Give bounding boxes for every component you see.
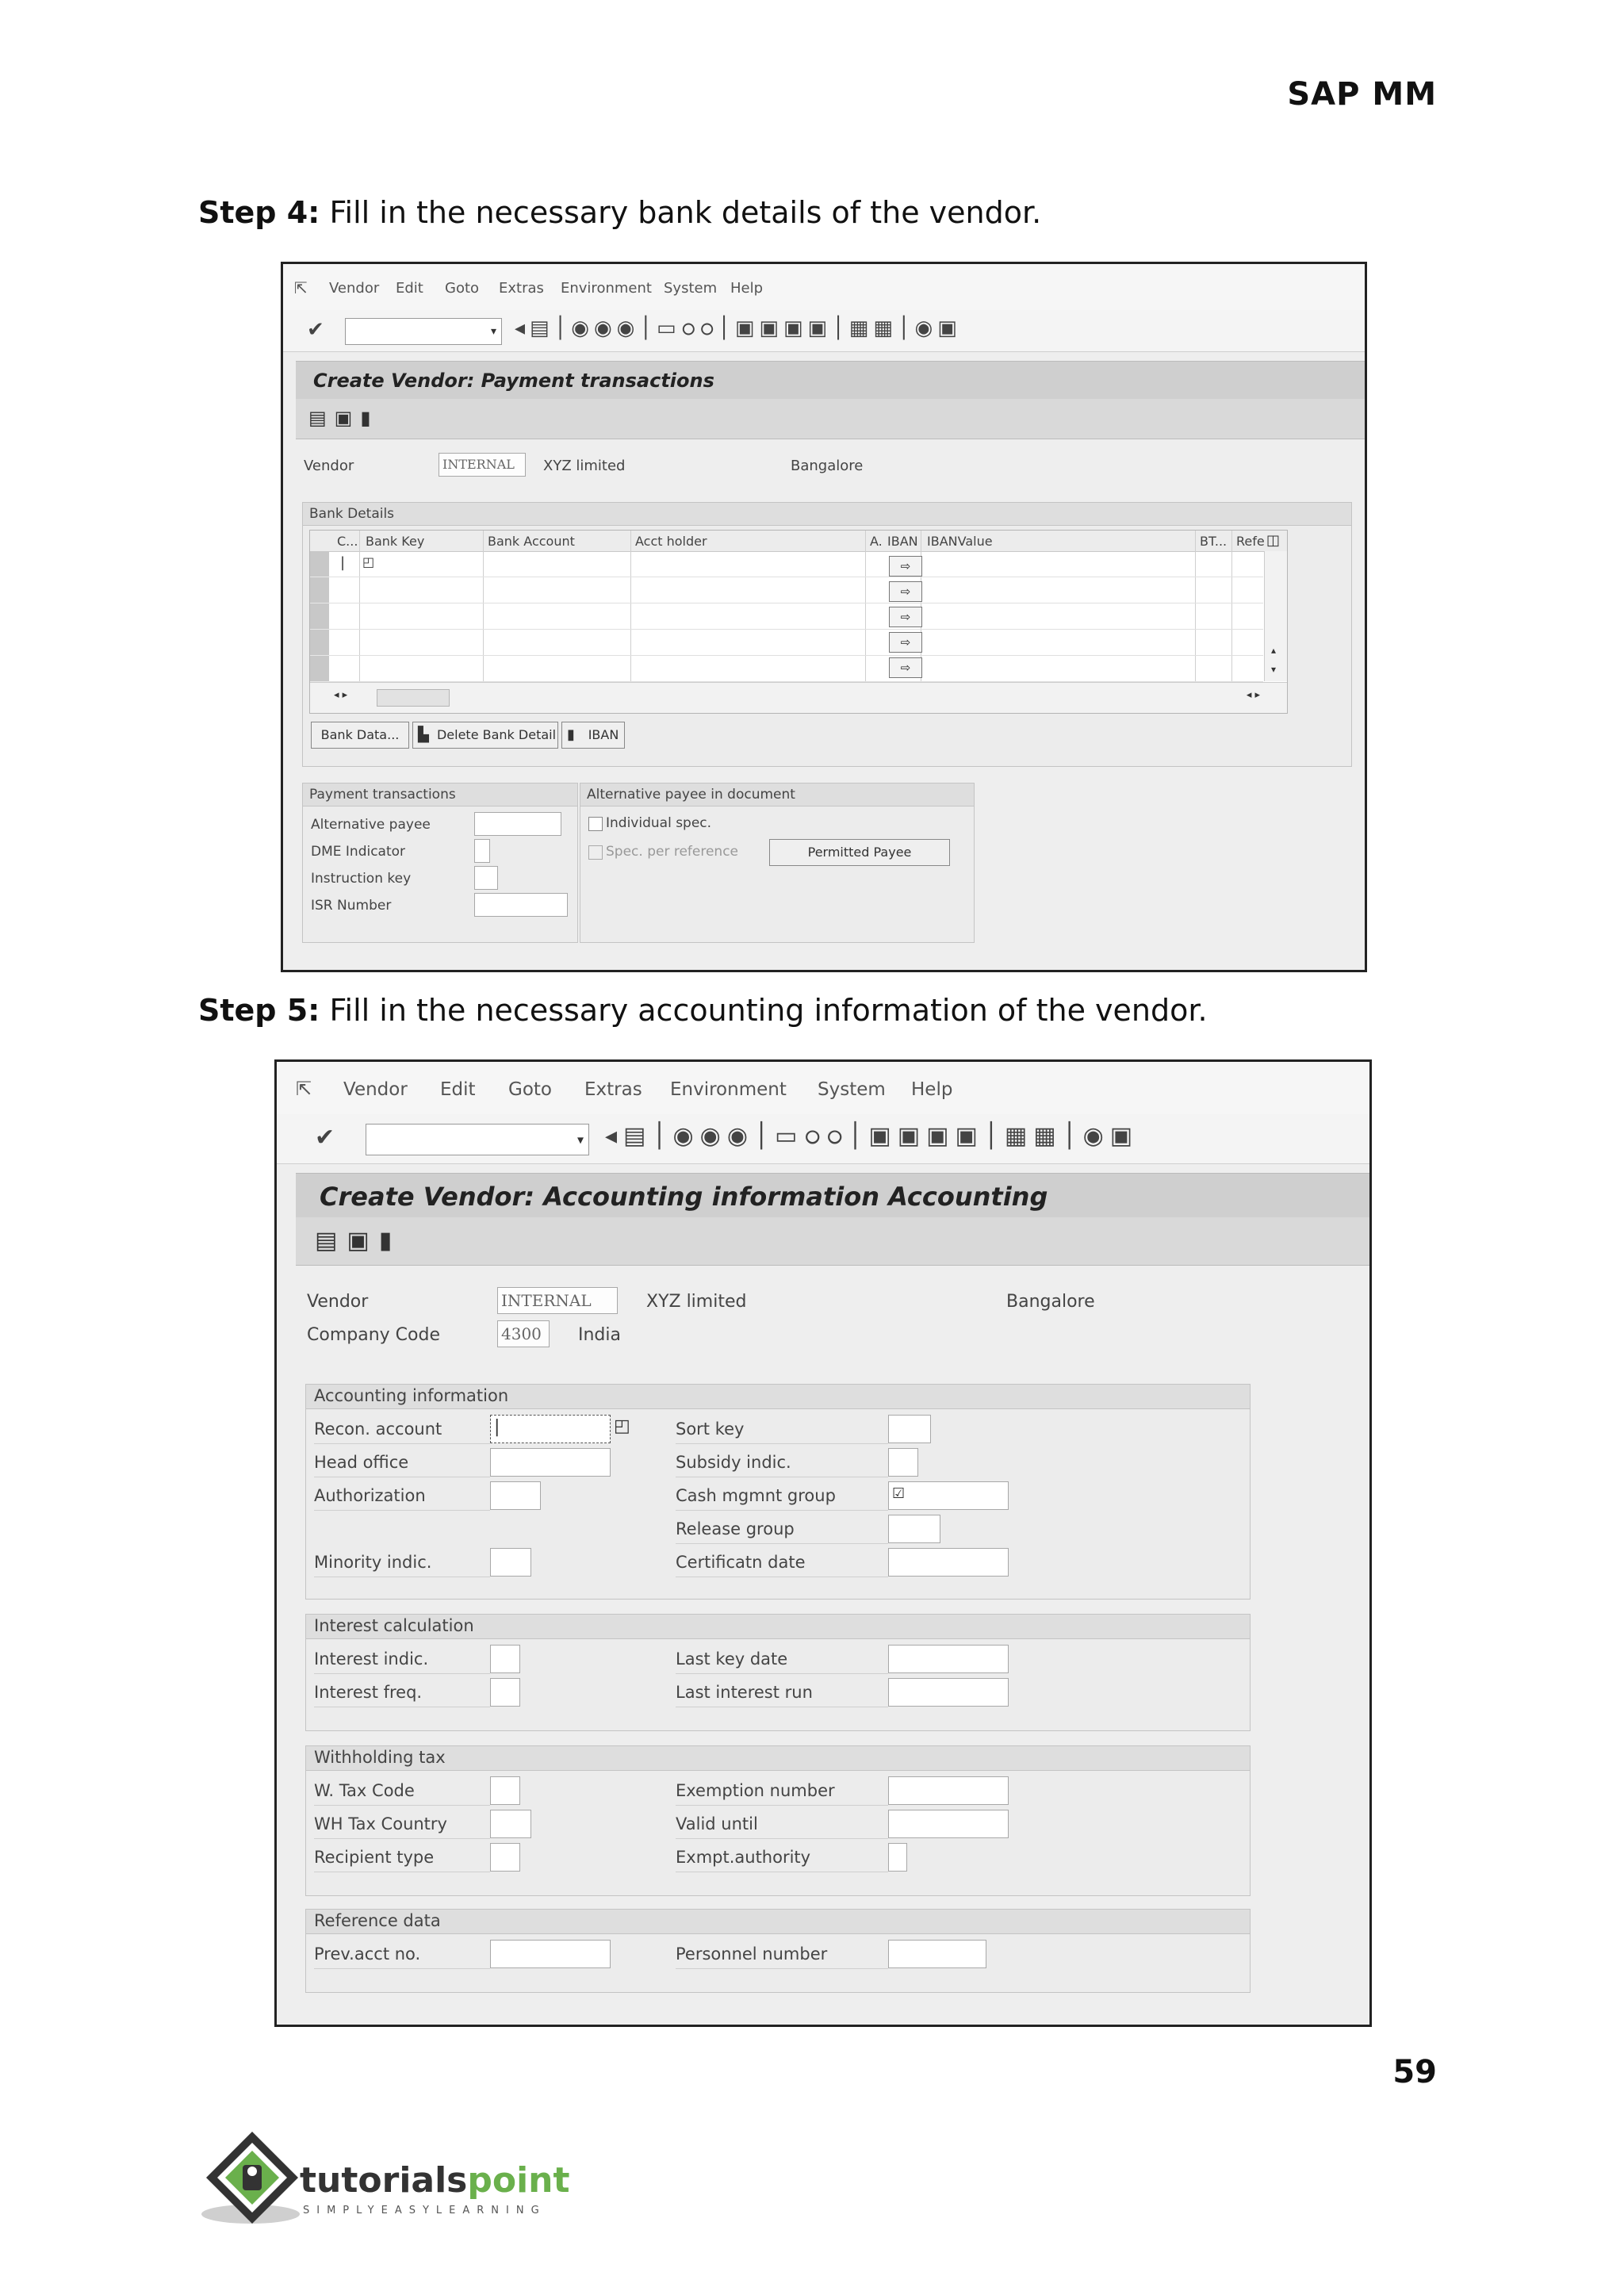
iban-row-button[interactable]: ⇨ <box>889 632 922 653</box>
iban-icon: ▮ <box>567 726 575 743</box>
iban-row-button[interactable]: ⇨ <box>889 607 922 627</box>
row-selector[interactable] <box>310 630 329 656</box>
reference-data-title: Reference data <box>306 1910 1250 1934</box>
recon-account-field[interactable]: | <box>490 1415 611 1443</box>
enter-check-icon[interactable]: ✔ <box>307 318 324 342</box>
iban-button[interactable]: ▮ IBAN <box>561 722 625 749</box>
screen-title: Create Vendor: Accounting information Accounting <box>320 1182 1048 1212</box>
chevron-down-icon[interactable]: ▾ <box>576 1132 584 1148</box>
iban-row-button[interactable]: ⇨ <box>889 556 922 577</box>
vendor-label: Vendor <box>307 1292 369 1312</box>
text-cursor: | <box>340 554 346 571</box>
release-group-field[interactable] <box>888 1515 940 1543</box>
menu-environment[interactable]: Environment <box>670 1079 787 1100</box>
vendor-name: XYZ limited <box>646 1292 747 1312</box>
enter-check-icon[interactable]: ✔ <box>315 1124 335 1151</box>
toolbar-icons[interactable]: ◂▤│◉◉◉│▭ഠഠ│▣▣▣▣│▦▦│◉▣ <box>605 1122 1139 1150</box>
logo-wordmark: tutorialspoint <box>300 2160 570 2201</box>
col-acct-holder: Acct holder <box>635 534 707 549</box>
vendor-field[interactable]: INTERNAL <box>439 453 526 477</box>
certificatn-date-label: Certificatn date <box>676 1553 806 1572</box>
dme-indicator-field[interactable] <box>474 839 490 863</box>
iban-row-button[interactable]: ⇨ <box>889 581 922 602</box>
step5-caption <box>198 993 1208 1028</box>
col-iban: IBAN <box>887 534 918 549</box>
bank-data-button[interactable]: Bank Data... <box>311 722 409 749</box>
table-header <box>310 531 1287 552</box>
vendor-field[interactable]: INTERNAL <box>497 1287 618 1314</box>
permitted-payee-button[interactable]: Permitted Payee <box>769 839 950 866</box>
exmpt-authority-label: Exmpt.authority <box>676 1848 811 1867</box>
alternative-payee-document-title: Alternative payee in document <box>580 784 974 807</box>
iban-row-button[interactable]: ⇨ <box>889 657 922 678</box>
menu-system[interactable]: System <box>818 1079 886 1100</box>
scroll-right-icon[interactable]: ◂ ▸ <box>1246 689 1260 701</box>
value-help-icon[interactable]: ☑ <box>892 1485 906 1502</box>
app-toolbar-icons[interactable]: ▤▣▮ <box>308 407 379 429</box>
delete-bank-detail-button[interactable]: ▙ Delete Bank Detail <box>412 722 558 749</box>
menu-goto[interactable]: Goto <box>445 280 480 297</box>
menu-help[interactable]: Help <box>911 1079 953 1100</box>
valid-until-label: Valid until <box>676 1814 758 1833</box>
standard-toolbar <box>283 310 1365 352</box>
menu-vendor[interactable]: Vendor <box>329 280 380 297</box>
row-selector[interactable] <box>310 577 329 603</box>
last-key-date-field[interactable] <box>888 1645 1009 1673</box>
scroll-left-icon[interactable]: ◂ ▸ <box>334 689 348 701</box>
row-selector[interactable] <box>310 656 329 682</box>
step5-label: Step 5: <box>198 993 320 1028</box>
step4-label: Step 4: <box>198 195 320 230</box>
certificatn-date-field[interactable] <box>888 1548 1009 1577</box>
menu-exit-icon[interactable]: ⇱ <box>294 278 308 297</box>
interest-calculation-title: Interest calculation <box>306 1615 1250 1639</box>
interest-indic-label: Interest indic. <box>314 1649 429 1669</box>
screenshot-payment-transactions <box>281 262 1367 972</box>
minority-indic-label: Minority indic. <box>314 1553 432 1572</box>
cash-mgmnt-group-label: Cash mgmnt group <box>676 1486 836 1505</box>
reference-data-group <box>305 1909 1251 1993</box>
row-selector[interactable] <box>310 551 329 577</box>
col-refe: Refe <box>1236 534 1265 549</box>
menu-bar <box>283 264 1365 311</box>
last-key-date-label: Last key date <box>676 1649 788 1669</box>
menu-extras[interactable]: Extras <box>499 280 544 297</box>
wh-tax-country-label: WH Tax Country <box>314 1814 447 1833</box>
prev-acct-no-label: Prev.acct no. <box>314 1944 421 1964</box>
interest-freq-label: Interest freq. <box>314 1683 423 1702</box>
individual-spec-checkbox[interactable] <box>588 817 603 831</box>
isr-number-field[interactable] <box>474 893 568 917</box>
title-bar <box>296 1173 1369 1219</box>
bank-details-title: Bank Details <box>303 503 1351 526</box>
instruction-key-field[interactable] <box>474 866 498 890</box>
command-field[interactable] <box>345 318 502 345</box>
prev-acct-no-field[interactable] <box>490 1940 611 1968</box>
head-office-label: Head office <box>314 1453 409 1472</box>
exemption-number-label: Exemption number <box>676 1781 835 1800</box>
toolbar-icons[interactable]: ◂▤│◉◉◉│▭ഠഠ│▣▣▣▣│▦▦│◉▣ <box>515 316 962 340</box>
subsidy-indic-field[interactable] <box>888 1448 918 1477</box>
application-toolbar <box>296 1217 1369 1266</box>
delete-icon: ▙ <box>418 726 429 743</box>
page-number: 59 <box>1392 2054 1437 2090</box>
alternative-payee-label: Alternative payee <box>311 817 431 833</box>
menu-edit[interactable]: Edit <box>396 280 423 297</box>
menu-exit-icon[interactable]: ⇱ <box>296 1078 312 1100</box>
page-header: SAP MM <box>1287 76 1437 113</box>
scroll-down-icon[interactable]: ▾ <box>1271 664 1277 675</box>
spec-per-reference-label: Spec. per reference <box>606 844 739 860</box>
application-toolbar <box>296 399 1365 439</box>
col-iban-value: IBANValue <box>927 534 993 549</box>
authorization-label: Authorization <box>314 1486 426 1505</box>
sort-key-label: Sort key <box>676 1420 745 1439</box>
title-bar <box>296 361 1365 400</box>
search-help-icon[interactable]: ◰ <box>614 1416 630 1436</box>
logo-tagline: SIMPLYEASYLEARNING <box>303 2205 546 2216</box>
exmpt-authority-field[interactable] <box>888 1843 907 1872</box>
menu-bar <box>277 1062 1369 1115</box>
vendor-city: Bangalore <box>791 458 864 474</box>
recipient-type-field[interactable] <box>490 1843 520 1872</box>
logo-mark-icon <box>197 2125 308 2236</box>
valid-until-field[interactable] <box>888 1810 1009 1838</box>
personnel-number-label: Personnel number <box>676 1944 828 1964</box>
recon-account-label: Recon. account <box>314 1420 442 1439</box>
step4-text: Fill in the necessary bank details of the vendor. <box>320 195 1042 230</box>
app-toolbar-icons[interactable]: ▤▣▮ <box>315 1227 402 1255</box>
isr-number-label: ISR Number <box>311 898 392 914</box>
accounting-information-group <box>305 1384 1251 1600</box>
alternative-payee-field[interactable] <box>474 812 561 836</box>
menu-system[interactable]: System <box>664 280 718 297</box>
step5-text: Fill in the necessary accounting information of the vendor. <box>320 993 1208 1028</box>
screenshot-accounting-information <box>274 1059 1372 2027</box>
last-interest-run-field[interactable] <box>888 1678 1009 1707</box>
sort-key-field[interactable] <box>888 1415 931 1443</box>
withholding-tax-title: Withholding tax <box>306 1746 1250 1771</box>
company-country: India <box>578 1325 621 1345</box>
w-tax-code-field[interactable] <box>490 1776 520 1805</box>
menu-goto[interactable]: Goto <box>508 1079 552 1100</box>
payment-transactions-group <box>302 783 578 943</box>
table-settings-icon[interactable]: ◫ <box>1266 532 1281 549</box>
step4-caption <box>198 195 1041 230</box>
col-a: A. <box>870 534 883 549</box>
col-bt: BT... <box>1200 534 1228 549</box>
release-group-label: Release group <box>676 1519 795 1538</box>
col-bank-key: Bank Key <box>366 534 425 549</box>
dme-indicator-label: DME Indicator <box>311 844 406 860</box>
instruction-key-label: Instruction key <box>311 871 412 887</box>
vendor-city: Bangalore <box>1006 1292 1095 1312</box>
standard-toolbar <box>277 1114 1369 1164</box>
chevron-down-icon[interactable]: ▾ <box>490 325 496 338</box>
bank-details-table[interactable] <box>309 530 1288 714</box>
menu-help[interactable]: Help <box>730 280 764 297</box>
menu-edit[interactable]: Edit <box>440 1079 476 1100</box>
last-interest-run-label: Last interest run <box>676 1683 813 1702</box>
scroll-thumb[interactable] <box>377 689 450 707</box>
company-code-label: Company Code <box>307 1325 440 1345</box>
vendor-label: Vendor <box>304 458 354 474</box>
command-field[interactable] <box>366 1124 589 1155</box>
head-office-field[interactable] <box>490 1448 611 1477</box>
tutorialspoint-logo <box>197 2125 577 2236</box>
payment-transactions-title: Payment transactions <box>303 784 577 807</box>
bank-details-group <box>302 502 1352 767</box>
col-c: C... <box>337 534 358 549</box>
menu-vendor[interactable]: Vendor <box>343 1079 408 1100</box>
authorization-field[interactable] <box>490 1481 541 1510</box>
individual-spec-label: Individual spec. <box>606 815 712 831</box>
vertical-scrollbar[interactable] <box>1264 551 1287 681</box>
menu-environment[interactable]: Environment <box>561 280 652 297</box>
withholding-tax-group <box>305 1745 1251 1896</box>
scroll-up-icon[interactable]: ▴ <box>1271 645 1277 656</box>
recipient-type-label: Recipient type <box>314 1848 435 1867</box>
subsidy-indic-label: Subsidy indic. <box>676 1453 791 1472</box>
interest-indic-field[interactable] <box>490 1645 520 1673</box>
interest-freq-field[interactable] <box>490 1678 520 1707</box>
w-tax-code-label: W. Tax Code <box>314 1781 415 1800</box>
company-code-field[interactable]: 4300 <box>497 1320 550 1347</box>
search-help-icon[interactable]: ◰ <box>362 554 375 569</box>
row-selector[interactable] <box>310 603 329 630</box>
minority-indic-field[interactable] <box>490 1548 531 1577</box>
col-bank-account: Bank Account <box>488 534 575 549</box>
alternative-payee-document-group <box>580 783 975 943</box>
horizontal-scrollbar[interactable] <box>310 682 1287 713</box>
exemption-number-field[interactable] <box>888 1776 1009 1805</box>
interest-calculation-group <box>305 1614 1251 1731</box>
personnel-number-field[interactable] <box>888 1940 986 1968</box>
spec-per-reference-checkbox[interactable] <box>588 845 603 860</box>
wh-tax-country-field[interactable] <box>490 1810 531 1838</box>
menu-extras[interactable]: Extras <box>584 1079 642 1100</box>
accounting-information-title: Accounting information <box>306 1385 1250 1409</box>
screen-title: Create Vendor: Payment transactions <box>313 370 714 392</box>
vendor-name: XYZ limited <box>543 458 626 474</box>
cash-mgmnt-group-field[interactable] <box>888 1481 1009 1510</box>
